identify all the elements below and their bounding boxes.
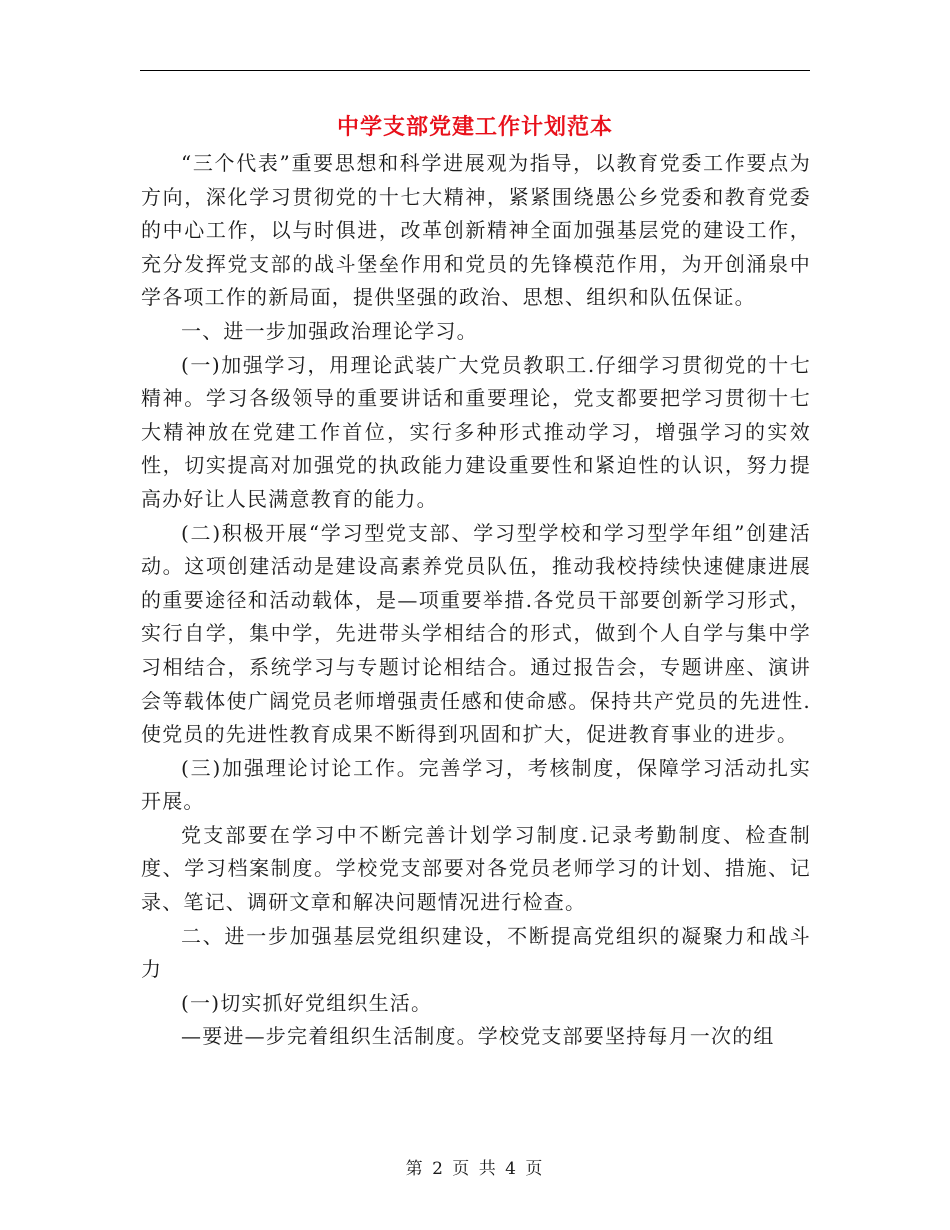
paragraph-1-3: (三)加强理论讨论工作。完善学习，考核制度，保障学习活动扎实开展。 [141,755,811,814]
section-heading-2: 二、进一步加强基层党组织建设，不断提高党组织的凝聚力和战斗力 [141,923,811,982]
document-body [141,147,811,1054]
paragraph-intro: “三个代表”重要思想和科学进展观为指导，以教育党委工作要点为方向，深化学习贯彻党的十七大精神，紧紧围绕愚公乡党委和教育党委的中心工作，以与时俱进，改革创新精神全面加强基层党的建设工作，充分发挥党支部的战斗堡垒作用和党员的先锋模范作用，为开创涌泉中学各项工作的新局面，提供坚强的政治、思想、组织和队伍保证。 [141,151,811,310]
page-title: 中学支部党建工作计划范本 [336,114,613,140]
paragraph-1-1: (一)加强学习，用理论武装广大党员教职工.仔细学习贯彻党的十七精神。学习各级领导的重要讲话和重要理论，党支都要把学习贯彻十七大精神放在党建工作首位，实行多种形式推动学习，增强学习的实效性，切实提高对加强党的执政能力建设重要性和紧迫性的认识，努力提高办好让人民满意教育的能力。 [141,352,811,511]
page-number: 第 2 页 共 4 页 [405,1159,545,1179]
section-heading-1: 一、进一步加强政治理论学习。 [181,318,478,343]
header-rule [140,70,810,71]
paragraph-1-2: (二)积极开展“学习型党支部、学习型学校和学习型学年组”创建活动。这项创建活动是建设高素养党员队伍，推动我校持续快速健康进展的重要途径和活动载体，是—项重要举措.各党员干部要创新学习形式，实行自学，集中学，先进带头学相结合的形式，做到个人自学与集中学习相结合，系统学习与专题讨论相结合。通过报告会，专题讲座、演讲会等载体使广阔党员老师增强责任感和使命感。保持共产党员的先进性.使党员的先进性教育成果不断得到巩固和扩大，促进教育事业的进步。 [141,520,811,747]
paragraph-2-1: (一)切实抓好党组织生活。 [181,990,433,1015]
paragraph-1-3-detail: 党支部要在学习中不断完善计划学习制度.记录考勤制度、检查制度、学习档案制度。学校党支部要对各党员老师学习的计划、措施、记录、笔记、调研文章和解决问题情况进行检查。 [141,822,811,915]
paragraph-2-1-detail: —要进—步完着组织生活制度。学校党支部要坚持每月一次的组 [181,1024,775,1049]
